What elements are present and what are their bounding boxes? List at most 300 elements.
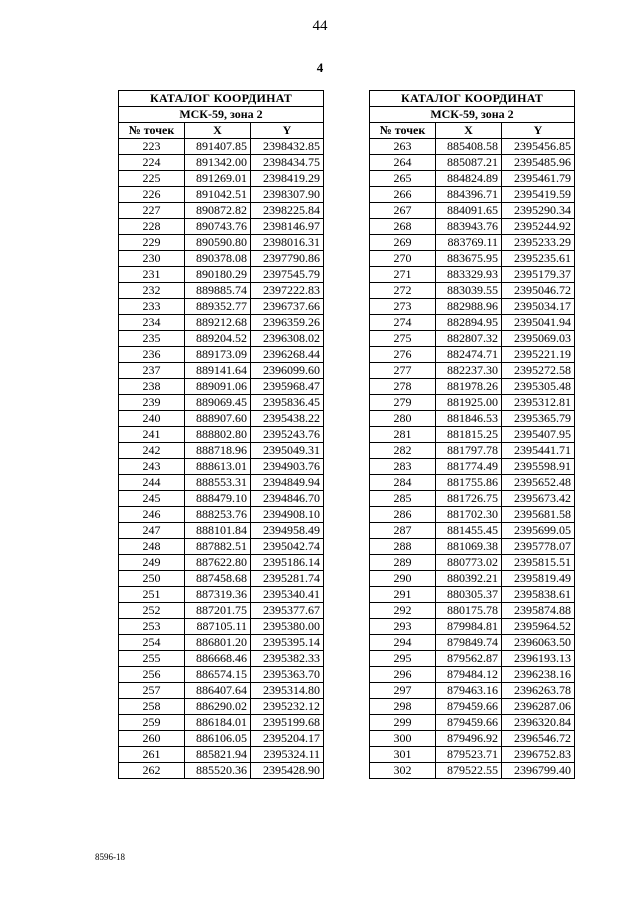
table-row — [370, 411, 575, 427]
y-coordinate-cell: 2395838.61 — [502, 587, 575, 603]
x-coordinate-cell: 880305.37 — [436, 587, 502, 603]
point-number-cell: 240 — [119, 411, 185, 427]
x-coordinate-cell: 891342.00 — [185, 155, 251, 171]
x-coordinate-cell: 886801.20 — [185, 635, 251, 651]
y-coordinate-cell: 2395968.47 — [251, 379, 324, 395]
table-row — [370, 219, 575, 235]
x-coordinate-cell: 881455.45 — [436, 523, 502, 539]
point-number-cell: 254 — [119, 635, 185, 651]
x-coordinate-cell: 879522.55 — [436, 763, 502, 779]
point-number-cell: 234 — [119, 315, 185, 331]
x-coordinate-cell: 880773.02 — [436, 555, 502, 571]
y-coordinate-cell: 2395699.05 — [502, 523, 575, 539]
x-coordinate-cell: 891042.51 — [185, 187, 251, 203]
table-row — [119, 203, 324, 219]
y-coordinate-cell: 2395221.19 — [502, 347, 575, 363]
point-number-cell: 243 — [119, 459, 185, 475]
table-row — [119, 283, 324, 299]
table-row — [119, 715, 324, 731]
x-coordinate-cell: 890872.82 — [185, 203, 251, 219]
y-coordinate-cell: 2396263.78 — [502, 683, 575, 699]
y-coordinate-cell: 2395272.58 — [502, 363, 575, 379]
table-row — [119, 683, 324, 699]
y-coordinate-cell: 2396193.13 — [502, 651, 575, 667]
table-row — [370, 299, 575, 315]
x-coordinate-cell: 879562.87 — [436, 651, 502, 667]
point-number-cell: 227 — [119, 203, 185, 219]
y-coordinate-cell: 2396308.02 — [251, 331, 324, 347]
x-coordinate-cell: 882988.96 — [436, 299, 502, 315]
point-number-cell: 275 — [370, 331, 436, 347]
table-row — [370, 427, 575, 443]
coordinate-catalog-right — [369, 90, 575, 779]
table-row — [119, 731, 324, 747]
table-row — [119, 139, 324, 155]
x-coordinate-cell: 879984.81 — [436, 619, 502, 635]
point-number-cell: 296 — [370, 667, 436, 683]
y-coordinate-cell: 2394903.76 — [251, 459, 324, 475]
y-coordinate-cell: 2395305.48 — [502, 379, 575, 395]
table-row — [119, 619, 324, 635]
y-coordinate-cell: 2396099.60 — [251, 363, 324, 379]
point-number-cell: 260 — [119, 731, 185, 747]
x-coordinate-cell: 881925.00 — [436, 395, 502, 411]
x-coordinate-cell: 881978.26 — [436, 379, 502, 395]
x-coordinate-cell: 883943.76 — [436, 219, 502, 235]
table-row — [370, 747, 575, 763]
point-number-cell: 231 — [119, 267, 185, 283]
point-number-cell: 225 — [119, 171, 185, 187]
point-number-cell: 261 — [119, 747, 185, 763]
point-number-cell: 236 — [119, 347, 185, 363]
table-row — [119, 251, 324, 267]
point-number-cell: 292 — [370, 603, 436, 619]
x-coordinate-cell: 887458.68 — [185, 571, 251, 587]
col-header-y: Y — [502, 123, 575, 139]
y-coordinate-cell: 2396752.83 — [502, 747, 575, 763]
table-row — [119, 523, 324, 539]
table-row — [370, 379, 575, 395]
point-number-cell: 229 — [119, 235, 185, 251]
y-coordinate-cell: 2395243.76 — [251, 427, 324, 443]
x-coordinate-cell: 887319.36 — [185, 587, 251, 603]
y-coordinate-cell: 2395382.33 — [251, 651, 324, 667]
table-row — [370, 763, 575, 779]
table-row — [119, 187, 324, 203]
point-number-cell: 263 — [370, 139, 436, 155]
point-number-cell: 285 — [370, 491, 436, 507]
table-row — [119, 699, 324, 715]
table-row — [119, 603, 324, 619]
x-coordinate-cell: 885821.94 — [185, 747, 251, 763]
y-coordinate-cell: 2396238.16 — [502, 667, 575, 683]
table-row — [370, 363, 575, 379]
table-row — [370, 523, 575, 539]
point-number-cell: 298 — [370, 699, 436, 715]
x-coordinate-cell: 881755.86 — [436, 475, 502, 491]
table-row — [119, 443, 324, 459]
table-row — [119, 459, 324, 475]
y-coordinate-cell: 2395778.07 — [502, 539, 575, 555]
y-coordinate-cell: 2395377.67 — [251, 603, 324, 619]
point-number-cell: 294 — [370, 635, 436, 651]
point-number-cell: 302 — [370, 763, 436, 779]
coordinate-system-label: МСК-59, зона 2 — [370, 107, 575, 123]
point-number-cell: 291 — [370, 587, 436, 603]
y-coordinate-cell: 2395485.96 — [502, 155, 575, 171]
x-coordinate-cell: 881069.38 — [436, 539, 502, 555]
point-number-cell: 248 — [119, 539, 185, 555]
point-number-cell: 269 — [370, 235, 436, 251]
table-row — [119, 667, 324, 683]
y-coordinate-cell: 2395046.72 — [502, 283, 575, 299]
point-number-cell: 257 — [119, 683, 185, 699]
catalog-title: КАТАЛОГ КООРДИНАТ — [119, 91, 324, 107]
point-number-cell: 288 — [370, 539, 436, 555]
table-row — [119, 219, 324, 235]
x-coordinate-cell: 888802.80 — [185, 427, 251, 443]
table-row — [370, 459, 575, 475]
table-row — [119, 635, 324, 651]
table-row — [370, 251, 575, 267]
table-row — [370, 731, 575, 747]
table-row — [370, 667, 575, 683]
y-coordinate-cell: 2395441.71 — [502, 443, 575, 459]
table-row — [370, 187, 575, 203]
y-coordinate-cell: 2395598.91 — [502, 459, 575, 475]
point-number-cell: 237 — [119, 363, 185, 379]
x-coordinate-cell: 883039.55 — [436, 283, 502, 299]
x-coordinate-cell: 889352.77 — [185, 299, 251, 315]
x-coordinate-cell: 886106.05 — [185, 731, 251, 747]
point-number-cell: 242 — [119, 443, 185, 459]
point-number-cell: 230 — [119, 251, 185, 267]
x-coordinate-cell: 879849.74 — [436, 635, 502, 651]
point-number-cell: 258 — [119, 699, 185, 715]
point-number-cell: 244 — [119, 475, 185, 491]
x-coordinate-cell: 882894.95 — [436, 315, 502, 331]
point-number-cell: 281 — [370, 427, 436, 443]
point-number-cell: 252 — [119, 603, 185, 619]
x-coordinate-cell: 881702.30 — [436, 507, 502, 523]
x-coordinate-cell: 888907.60 — [185, 411, 251, 427]
y-coordinate-cell: 2395363.70 — [251, 667, 324, 683]
y-coordinate-cell: 2395281.74 — [251, 571, 324, 587]
table-row — [119, 315, 324, 331]
x-coordinate-cell: 889885.74 — [185, 283, 251, 299]
x-coordinate-cell: 879459.66 — [436, 699, 502, 715]
y-coordinate-cell: 2394958.49 — [251, 523, 324, 539]
y-coordinate-cell: 2395395.14 — [251, 635, 324, 651]
y-coordinate-cell: 2395034.17 — [502, 299, 575, 315]
table-row — [370, 283, 575, 299]
y-coordinate-cell: 2397790.86 — [251, 251, 324, 267]
y-coordinate-cell: 2395380.00 — [251, 619, 324, 635]
y-coordinate-cell: 2395365.79 — [502, 411, 575, 427]
table-row — [370, 619, 575, 635]
y-coordinate-cell: 2395314.80 — [251, 683, 324, 699]
y-coordinate-cell: 2398432.85 — [251, 139, 324, 155]
x-coordinate-cell: 881726.75 — [436, 491, 502, 507]
point-number-cell: 255 — [119, 651, 185, 667]
y-coordinate-cell: 2396268.44 — [251, 347, 324, 363]
point-number-cell: 295 — [370, 651, 436, 667]
table-row — [370, 715, 575, 731]
x-coordinate-cell: 891269.01 — [185, 171, 251, 187]
x-coordinate-cell: 891407.85 — [185, 139, 251, 155]
x-coordinate-cell: 879463.16 — [436, 683, 502, 699]
y-coordinate-cell: 2398307.90 — [251, 187, 324, 203]
table-row — [119, 587, 324, 603]
point-number-cell: 233 — [119, 299, 185, 315]
catalog-body-left — [119, 139, 324, 779]
point-number-cell: 280 — [370, 411, 436, 427]
y-coordinate-cell: 2395836.45 — [251, 395, 324, 411]
point-number-cell: 271 — [370, 267, 436, 283]
x-coordinate-cell: 879484.12 — [436, 667, 502, 683]
x-coordinate-cell: 888253.76 — [185, 507, 251, 523]
y-coordinate-cell: 2395186.14 — [251, 555, 324, 571]
x-coordinate-cell: 886574.15 — [185, 667, 251, 683]
table-row — [119, 747, 324, 763]
table-row — [119, 267, 324, 283]
x-coordinate-cell: 890180.29 — [185, 267, 251, 283]
table-row — [370, 475, 575, 491]
y-coordinate-cell: 2395407.95 — [502, 427, 575, 443]
x-coordinate-cell: 888479.10 — [185, 491, 251, 507]
x-coordinate-cell: 888101.84 — [185, 523, 251, 539]
x-coordinate-cell: 879523.71 — [436, 747, 502, 763]
table-row — [370, 603, 575, 619]
point-number-cell: 247 — [119, 523, 185, 539]
x-coordinate-cell: 888613.01 — [185, 459, 251, 475]
y-coordinate-cell: 2395244.92 — [502, 219, 575, 235]
x-coordinate-cell: 880392.21 — [436, 571, 502, 587]
x-coordinate-cell: 886407.64 — [185, 683, 251, 699]
catalog-body-right — [370, 139, 575, 779]
col-header-x: X — [185, 123, 251, 139]
table-row — [119, 299, 324, 315]
y-coordinate-cell: 2395179.37 — [502, 267, 575, 283]
table-row — [119, 427, 324, 443]
y-coordinate-cell: 2395819.49 — [502, 571, 575, 587]
point-number-cell: 268 — [370, 219, 436, 235]
table-row — [370, 699, 575, 715]
y-coordinate-cell: 2395340.41 — [251, 587, 324, 603]
point-number-cell: 239 — [119, 395, 185, 411]
table-row — [119, 491, 324, 507]
y-coordinate-cell: 2395438.22 — [251, 411, 324, 427]
table-row — [119, 651, 324, 667]
y-coordinate-cell: 2396320.84 — [502, 715, 575, 731]
table-row — [119, 363, 324, 379]
table-row — [119, 171, 324, 187]
point-number-cell: 264 — [370, 155, 436, 171]
point-number-cell: 270 — [370, 251, 436, 267]
table-row — [119, 155, 324, 171]
y-coordinate-cell: 2395204.17 — [251, 731, 324, 747]
x-coordinate-cell: 881774.49 — [436, 459, 502, 475]
point-number-cell: 276 — [370, 347, 436, 363]
table-row — [370, 267, 575, 283]
table-row — [370, 443, 575, 459]
table-row — [119, 539, 324, 555]
y-coordinate-cell: 2395312.81 — [502, 395, 575, 411]
point-number-cell: 274 — [370, 315, 436, 331]
table-row — [370, 171, 575, 187]
point-number-cell: 278 — [370, 379, 436, 395]
table-row — [370, 635, 575, 651]
x-coordinate-cell: 883675.95 — [436, 251, 502, 267]
point-number-cell: 223 — [119, 139, 185, 155]
y-coordinate-cell: 2395235.61 — [502, 251, 575, 267]
x-coordinate-cell: 890378.08 — [185, 251, 251, 267]
x-coordinate-cell: 881815.25 — [436, 427, 502, 443]
y-coordinate-cell: 2395461.79 — [502, 171, 575, 187]
y-coordinate-cell: 2396063.50 — [502, 635, 575, 651]
table-row — [370, 507, 575, 523]
x-coordinate-cell: 885408.58 — [436, 139, 502, 155]
table-row — [119, 555, 324, 571]
table-row — [370, 235, 575, 251]
x-coordinate-cell: 879496.92 — [436, 731, 502, 747]
table-row — [370, 139, 575, 155]
point-number-cell: 253 — [119, 619, 185, 635]
document-code: 8596-18 — [95, 852, 125, 862]
y-coordinate-cell: 2398016.31 — [251, 235, 324, 251]
point-number-cell: 228 — [119, 219, 185, 235]
y-coordinate-cell: 2398146.97 — [251, 219, 324, 235]
table-row — [119, 331, 324, 347]
table-row — [370, 395, 575, 411]
point-number-cell: 226 — [119, 187, 185, 203]
x-coordinate-cell: 884091.65 — [436, 203, 502, 219]
x-coordinate-cell: 889141.64 — [185, 363, 251, 379]
x-coordinate-cell: 882474.71 — [436, 347, 502, 363]
point-number-cell: 300 — [370, 731, 436, 747]
y-coordinate-cell: 2396287.06 — [502, 699, 575, 715]
x-coordinate-cell: 879459.66 — [436, 715, 502, 731]
x-coordinate-cell: 882807.32 — [436, 331, 502, 347]
x-coordinate-cell: 887882.51 — [185, 539, 251, 555]
table-row — [119, 571, 324, 587]
x-coordinate-cell: 885520.36 — [185, 763, 251, 779]
x-coordinate-cell: 890743.76 — [185, 219, 251, 235]
table-row — [370, 587, 575, 603]
page-number: 44 — [312, 18, 328, 34]
y-coordinate-cell: 2395964.52 — [502, 619, 575, 635]
point-number-cell: 286 — [370, 507, 436, 523]
y-coordinate-cell: 2397222.83 — [251, 283, 324, 299]
y-coordinate-cell: 2395673.42 — [502, 491, 575, 507]
y-coordinate-cell: 2396737.66 — [251, 299, 324, 315]
y-coordinate-cell: 2395428.90 — [251, 763, 324, 779]
point-number-cell: 299 — [370, 715, 436, 731]
y-coordinate-cell: 2395681.58 — [502, 507, 575, 523]
table-row — [119, 475, 324, 491]
x-coordinate-cell: 885087.21 — [436, 155, 502, 171]
point-number-cell: 265 — [370, 171, 436, 187]
x-coordinate-cell: 889173.09 — [185, 347, 251, 363]
table-row — [119, 347, 324, 363]
table-row — [370, 347, 575, 363]
table-row — [370, 651, 575, 667]
x-coordinate-cell: 887105.11 — [185, 619, 251, 635]
coordinate-catalog-left — [118, 90, 324, 779]
y-coordinate-cell: 2395233.29 — [502, 235, 575, 251]
point-number-cell: 287 — [370, 523, 436, 539]
point-number-cell: 267 — [370, 203, 436, 219]
y-coordinate-cell: 2394846.70 — [251, 491, 324, 507]
x-coordinate-cell: 886184.01 — [185, 715, 251, 731]
point-number-cell: 272 — [370, 283, 436, 299]
point-number-cell: 262 — [119, 763, 185, 779]
point-number-cell: 256 — [119, 667, 185, 683]
point-number-cell: 266 — [370, 187, 436, 203]
x-coordinate-cell: 884824.89 — [436, 171, 502, 187]
coordinate-system-label: МСК-59, зона 2 — [119, 107, 324, 123]
x-coordinate-cell: 887201.75 — [185, 603, 251, 619]
y-coordinate-cell: 2395042.74 — [251, 539, 324, 555]
table-row — [370, 683, 575, 699]
col-header-point-number: № точек — [119, 123, 185, 139]
x-coordinate-cell: 886290.02 — [185, 699, 251, 715]
x-coordinate-cell: 880175.78 — [436, 603, 502, 619]
y-coordinate-cell: 2398225.84 — [251, 203, 324, 219]
x-coordinate-cell: 889204.52 — [185, 331, 251, 347]
table-row — [119, 411, 324, 427]
x-coordinate-cell: 888718.96 — [185, 443, 251, 459]
y-coordinate-cell: 2395199.68 — [251, 715, 324, 731]
x-coordinate-cell: 883769.11 — [436, 235, 502, 251]
table-row — [370, 315, 575, 331]
x-coordinate-cell: 882237.30 — [436, 363, 502, 379]
point-number-cell: 279 — [370, 395, 436, 411]
x-coordinate-cell: 884396.71 — [436, 187, 502, 203]
section-number: 4 — [316, 60, 324, 75]
y-coordinate-cell: 2396359.26 — [251, 315, 324, 331]
point-number-cell: 259 — [119, 715, 185, 731]
point-number-cell: 290 — [370, 571, 436, 587]
point-number-cell: 245 — [119, 491, 185, 507]
point-number-cell: 241 — [119, 427, 185, 443]
y-coordinate-cell: 2394908.10 — [251, 507, 324, 523]
point-number-cell: 238 — [119, 379, 185, 395]
table-row — [370, 539, 575, 555]
point-number-cell: 277 — [370, 363, 436, 379]
point-number-cell: 249 — [119, 555, 185, 571]
point-number-cell: 282 — [370, 443, 436, 459]
point-number-cell: 297 — [370, 683, 436, 699]
y-coordinate-cell: 2395652.48 — [502, 475, 575, 491]
table-row — [119, 235, 324, 251]
point-number-cell: 246 — [119, 507, 185, 523]
point-number-cell: 293 — [370, 619, 436, 635]
point-number-cell: 235 — [119, 331, 185, 347]
point-number-cell: 301 — [370, 747, 436, 763]
y-coordinate-cell: 2395049.31 — [251, 443, 324, 459]
y-coordinate-cell: 2394849.94 — [251, 475, 324, 491]
table-row — [370, 555, 575, 571]
y-coordinate-cell: 2396546.72 — [502, 731, 575, 747]
table-row — [119, 763, 324, 779]
y-coordinate-cell: 2395874.88 — [502, 603, 575, 619]
point-number-cell: 289 — [370, 555, 436, 571]
y-coordinate-cell: 2397545.79 — [251, 267, 324, 283]
table-row — [370, 491, 575, 507]
x-coordinate-cell: 883329.93 — [436, 267, 502, 283]
table-row — [370, 203, 575, 219]
